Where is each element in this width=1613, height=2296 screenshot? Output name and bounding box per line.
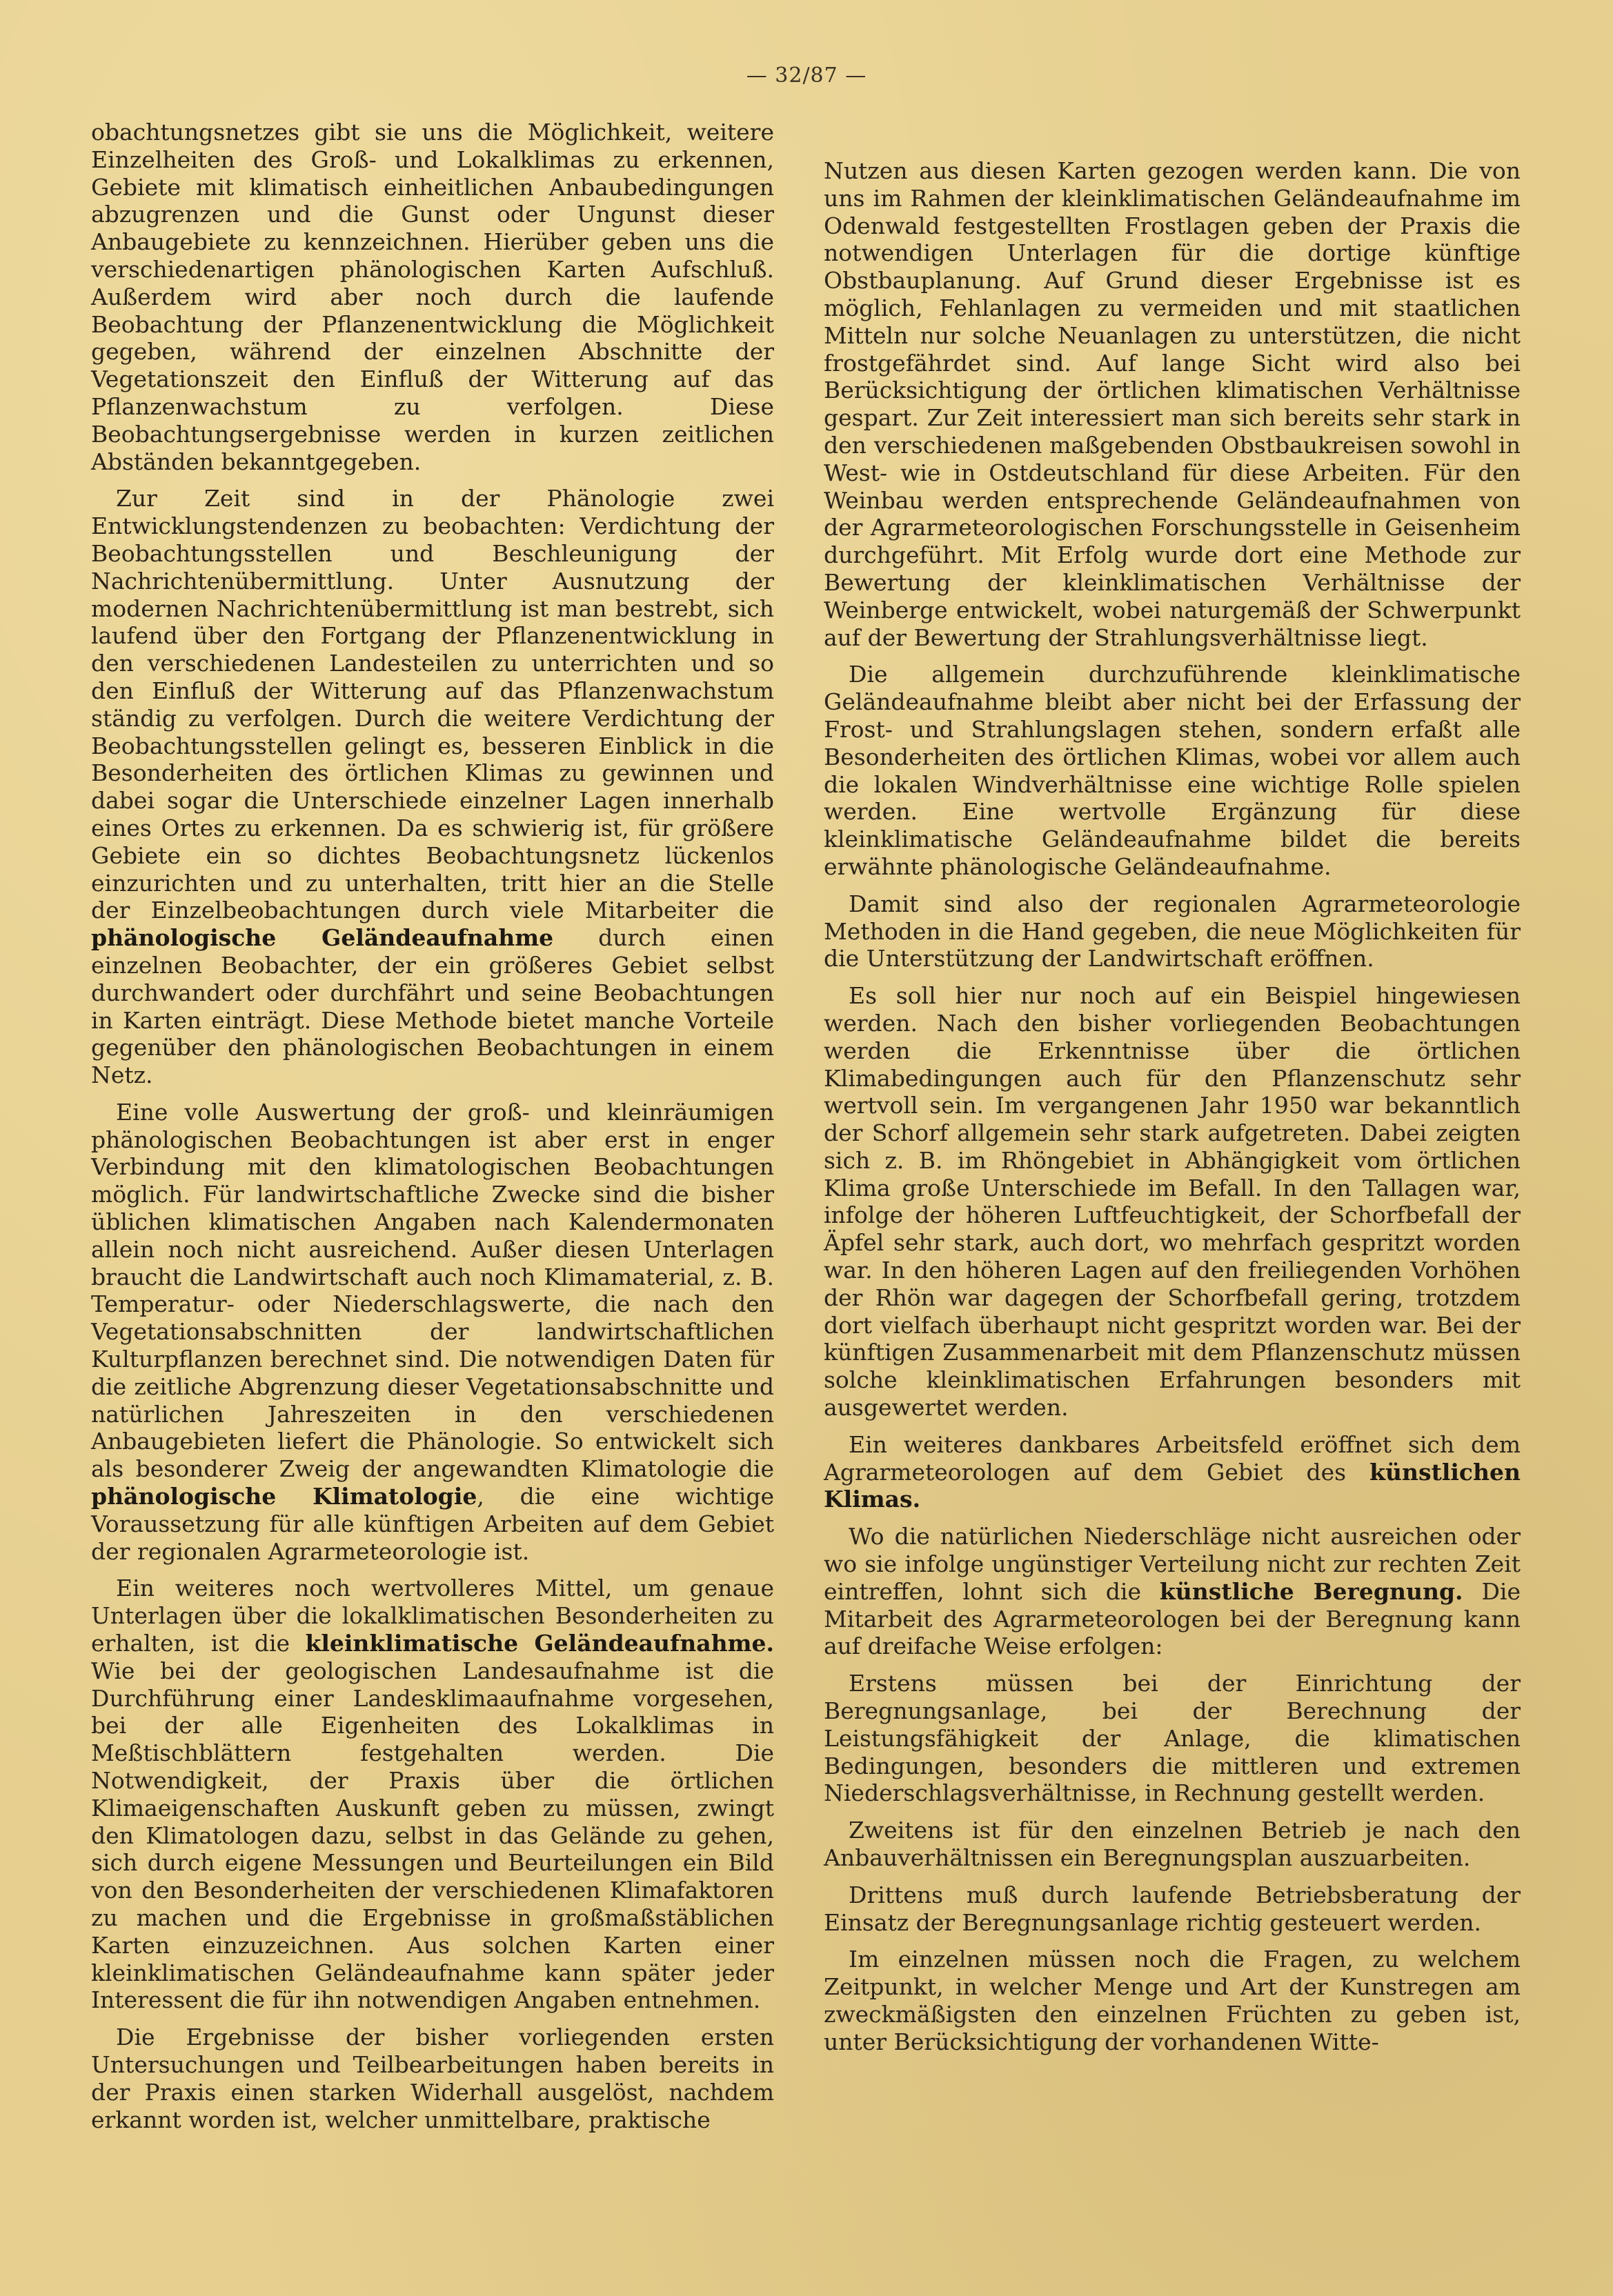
right-column-paragraph: [824, 157, 1521, 651]
text-run: Zur Zeit sind in der Phänologie zwei Entwicklungstendenzen zu beobachten: Verdichtung der Beobachtungsstellen und Beschleunigung der Nachrichtenübermittlung. Unter Ausnutzung der modernen Nachrichtenübermittlung ist man bestrebt, sich laufend über den Fortgang der Pflanzenentwicklung in den verschiedenen Landesteilen zu unterrichten und so den Einfluß der Witterung auf das Pflanzenwachstum ständig zu verfolgen. Durch die weitere Verdichtung der Beobachtungsstellen gelingt es, besseren Einblick in die Besonderheiten des örtlichen Klimas zu gewinnen und dabei sogar die Unterschiede einzelner Lagen innerhalb eines Ortes zu erkennen. Da es schwierig ist, für größere Gebiete ein so dichtes Beobachtungsnetz lückenlos einzurichten und zu unterhalten, tritt hier an die Stelle der Einzelbeobachtungen durch viele Mitarbeiter die: [91, 485, 774, 924]
text-run: durch einen einzelnen Beobachter, der ein größeres Gebiet selbst durchwandert oder durchfährt und seine Beobachtungen in Karten einträgt. Diese Methode bietet manche Vorteile gegenüber den phänologischen Beobachtungen in einem Netz.: [91, 924, 774, 1089]
text-run: , die eine wichtige Voraussetzung für alle künftigen Arbeiten auf dem Gebiet der regionalen Agrarmeteorologie ist.: [91, 1483, 774, 1565]
bold-term: künstliche Beregnung.: [1159, 1577, 1463, 1605]
right-column-paragraph: [824, 1523, 1521, 1660]
bold-term: kleinklimatische Geländeaufnahme.: [305, 1630, 775, 1657]
text-run: Zweitens ist für den einzelnen Betrieb je nach den Anbauverhältnissen ein Beregnungsplan auszuarbeiten.: [824, 1817, 1521, 1872]
right-column-paragraph: [824, 982, 1521, 1421]
text-run: Eine volle Auswertung der groß- und kleinräumigen phänologischen Beobachtungen ist aber erst in enger Verbindung mit den klimatologischen Beobachtungen möglich. Für landwirtschaftliche Zwecke sind die bisher üblichen klimatischen Angaben nach Kalendermonaten allein noch nicht ausreichend. Außer diesen Unterlagen braucht die Landwirtschaft auch noch Klimamaterial, z. B. Temperatur- oder Niederschlagswerte, die nach den Vegetationsabschnitten der landwirtschaftlichen Kulturpflanzen berechnet sind. Die notwendigen Daten für die zeitliche Abgrenzung dieser Vegetationsabschnitte und natürlichen Jahreszeiten in den verschiedenen Anbaugebieten liefert die Phänologie. So entwickelt sich als besonderer Zweig der angewandten Klimatologie die: [91, 1098, 774, 1483]
right-column-paragraph: [824, 1431, 1521, 1513]
bold-term: künstlichen Klimas.: [824, 1458, 1521, 1513]
page-number: — 32/87 —: [746, 63, 867, 88]
text-run: Es soll hier nur noch auf ein Beispiel hingewiesen werden. Nach den bisher vorliegenden Beobachtungen werden die Erkenntnisse über die örtlichen Klimabedingungen auch für den Pflanzenschutz sehr wertvoll sein. Im vergangenen Jahr 1950 war bekanntlich der Schorf allgemein sehr stark aufgetreten. Dabei zeigten sich z. B. im Rhöngebiet in Abhängigkeit vom örtlichen Klima große Unterschiede im Befall. In den Tallagen war, infolge der höheren Luftfeuchtigkeit, der Schorfbefall der Äpfel sehr stark, auch dort, wo mehrfach gespritzt worden war. In den höheren Lagen auf den freiliegenden Vorhöhen der Rhön war dagegen der Schorfbefall gering, trotzdem dort vielfach überhaupt nicht gespritzt worden war. Bei der künftigen Zusammenarbeit mit dem Pflanzenschutz müssen solche kleinklimatischen Erfahrungen besonders mit ausgewertet werden.: [824, 982, 1521, 1421]
right-column-paragraph: [824, 1881, 1521, 1937]
text-run: Ein weiteres dankbares Arbeitsfeld eröffnet sich dem Agrarmeteorologen auf dem Gebiet des: [824, 1430, 1521, 1486]
right-column-paragraph: [824, 1946, 1521, 2055]
text-run: Im einzelnen müssen noch die Fragen, zu welchem Zeitpunkt, in welcher Menge und Art der Kunstregen am zweckmäßigsten den einzelnen Früchten zu geben ist, unter Berücksichtigung der vorhandenen Witte-: [824, 1946, 1521, 2055]
text-run: Damit sind also der regionalen Agrarmeteorologie Methoden in die Hand gegeben, die neue Möglichkeiten für die Unterstützung der Landwirtschaft eröffnen.: [824, 890, 1521, 972]
right-column-paragraph: [824, 661, 1521, 880]
text-run: Wo die natürlichen Niederschläge nicht ausreichen oder wo sie infolge ungünstiger Verteilung nicht zur rechten Zeit eintreffen, lohnt sich die: [824, 1523, 1521, 1605]
text-run: Drittens muß durch laufende Betriebsberatung der Einsatz der Beregnungsanlage richtig gesteuert werden.: [824, 1881, 1521, 1936]
right-column-paragraph: [824, 890, 1521, 972]
text-run: obachtungsnetzes gibt sie uns die Möglichkeit, weitere Einzelheiten des Groß- und Lokalklimas zu erkennen, Gebiete mit klimatisch einheitlichen Anbaubedingungen abzugrenzen und die Gunst oder Ungunst dieser Anbaugebiete zu kennzeichnen. Hierüber geben uns die verschiedenartigen phänologischen Karten Aufschluß. Außerdem wird aber noch durch die laufende Beobachtung der Pflanzenentwicklung die Möglichkeit gegeben, während der einzelnen Abschnitte der Vegetationszeit den Einfluß der Witterung auf das Pflanzenwachstum zu verfolgen. Diese Beobachtungsergebnisse werden in kurzen zeitlichen Abständen bekanntgegeben.: [91, 119, 774, 475]
text-run: Wie bei der geologischen Landesaufnahme ist die Durchführung einer Landesklimaaufnahme vorgesehen, bei der alle Eigenheiten des Lokalklimas in Meßtischblättern festgehalten werden. Die Notwendigkeit, der Praxis über die örtlichen Klimaeigenschaften Auskunft geben zu müssen, zwingt den Klimatologen dazu, selbst in das Gelände zu gehen, sich durch eigene Messungen und Beurteilungen ein Bild von den Besonderheiten der verschiedenen Klimafaktoren zu machen und die Ergebnisse in großmaßstäblichen Karten einzuzeichnen. Aus solchen Karten einer kleinklimatischen Geländeaufnahme kann später jeder Interessent die für ihn notwendigen Angaben entnehmen.: [91, 1657, 774, 2014]
right-column-paragraph: [824, 1817, 1521, 1872]
text-run: Erstens müssen bei der Einrichtung der Beregnungsanlage, bei der Berechnung der Leistungsfähigkeit der Anlage, die klimatischen Bedingungen, besonders die mittleren und extremen Niederschlagsverhältnisse, in Rechnung gestellt werden.: [824, 1670, 1521, 1807]
bold-term: phänologische Geländeaufnahme: [91, 924, 554, 952]
text-run: Die Ergebnisse der bisher vorliegenden ersten Untersuchungen und Teilbearbeitungen haben bereits in der Praxis einen starken Widerhall ausgelöst, nachdem erkannt worden ist, welcher unmittelbare, praktische: [91, 2024, 774, 2133]
right-column-paragraph: [824, 1670, 1521, 1807]
text-run: Die Mitarbeit des Agrarmeteorologen bei der Beregnung kann auf dreifache Weise erfolgen:: [824, 1577, 1521, 1660]
left-column-paragraph: [91, 1099, 774, 1566]
left-column-paragraph: [91, 1575, 774, 2014]
bold-term: phänologische Klimatologie: [91, 1483, 477, 1510]
left-text-column: [91, 119, 774, 2143]
text-run: Nutzen aus diesen Karten gezogen werden kann. Die von uns im Rahmen der kleinklimatischen Geländeaufnahme im Odenwald festgestellten Frostlagen geben der Praxis die notwendigen Unterlagen für die dortige künftige Obstbauplanung. Auf Grund dieser Ergebnisse ist es möglich, Fehlanlagen zu vermeiden und mit staatlichen Mitteln nur solche Neuanlagen zu unterstützen, die nicht frostgefährdet sind. Auf lange Sicht wird also bei Berücksichtigung der örtlichen klimatischen Verhältnisse gespart. Zur Zeit interessiert man sich bereits sehr stark in den verschiedenen maßgebenden Obstbaukreisen sowohl in West- wie in Ostdeutschland für diese Arbeiten. Für den Weinbau werden entsprechende Geländeaufnahmen von der Agrarmeteorologischen Forschungsstelle in Geisenheim durchgeführt. Mit Erfolg wurde dort eine Methode zur Bewertung der kleinklimatischen Verhältnisse der Weinberge entwickelt, wobei naturgemäß der Schwerpunkt auf der Bewertung der Strahlungsverhältnisse liegt.: [824, 157, 1521, 651]
text-run: Ein weiteres noch wertvolleres Mittel, um genaue Unterlagen über die lokalklimatischen Besonderheiten zu erhalten, ist die: [91, 1575, 774, 1657]
right-text-column: [824, 157, 1521, 2066]
text-run: Die allgemein durchzuführende kleinklimatische Geländeaufnahme bleibt aber nicht bei der Erfassung der Frost- und Strahlungslagen stehen, sondern erfaßt alle Besonderheiten des örtlichen Klimas, wobei vor allem auch die lokalen Windverhältnisse eine wichtige Rolle spielen werden. Eine wertvolle Ergänzung für diese kleinklimatische Geländeaufnahme bildet die bereits erwähnte phänologische Geländeaufnahme.: [824, 661, 1521, 880]
left-column-paragraph: [91, 485, 774, 1089]
left-column-paragraph: [91, 2024, 774, 2133]
left-column-paragraph: [91, 119, 774, 475]
